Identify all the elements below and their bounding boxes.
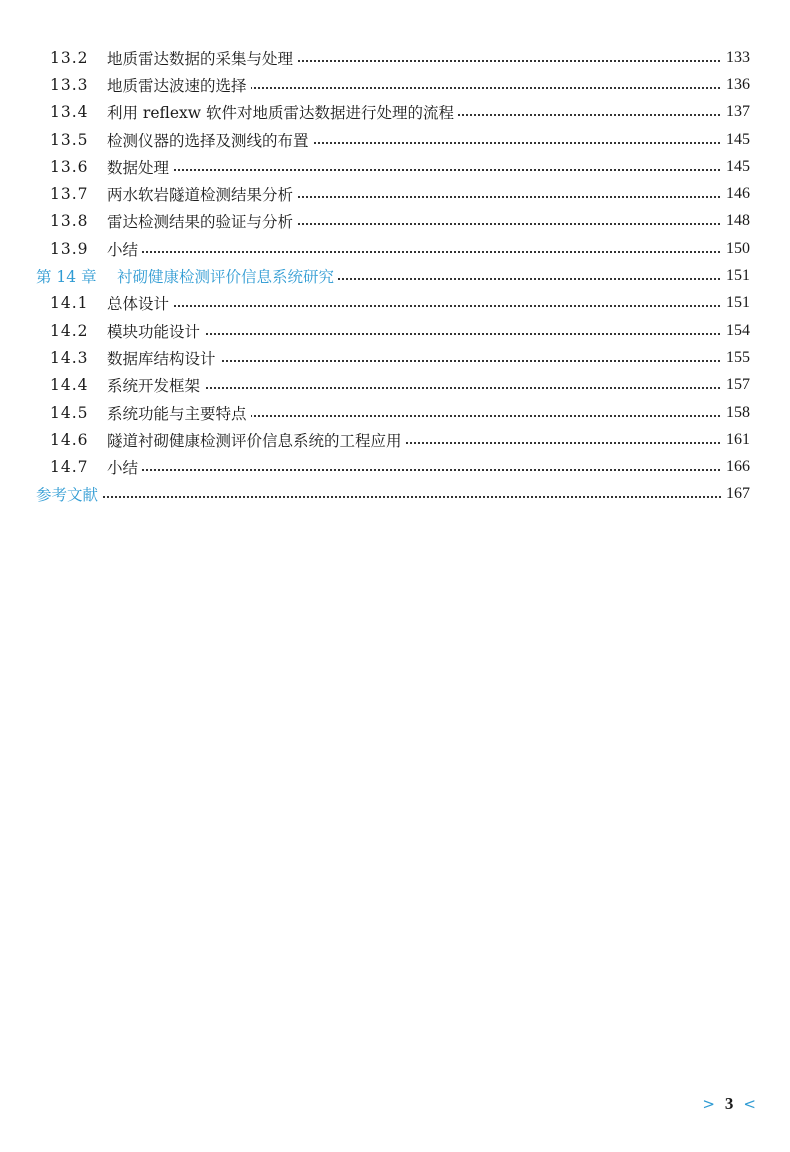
entry-page-number: 151 <box>722 267 750 285</box>
entry-title: 衬砌健康检测评价信息系统研究 <box>117 265 338 287</box>
entry-number: 13.2 <box>50 48 89 67</box>
entry-title: 数据处理 <box>107 156 173 178</box>
entry-page-number: 137 <box>722 103 750 121</box>
page-footer <box>702 1094 756 1114</box>
entry-number: 13.9 <box>50 239 89 258</box>
entry-title: 参考文献 <box>36 483 102 505</box>
toc-section-entry[interactable] <box>0 153 790 180</box>
entry-title: 检测仪器的选择及测线的布置 <box>107 129 313 151</box>
entry-page-number: 155 <box>722 349 750 367</box>
entry-number: 13.6 <box>50 157 89 176</box>
entry-page-number: 157 <box>722 376 750 394</box>
toc-section-entry[interactable] <box>0 126 790 153</box>
entry-page-number: 148 <box>722 212 750 230</box>
dot-leader <box>107 469 744 471</box>
entry-title: 地质雷达数据的采集与处理 <box>107 47 297 69</box>
entry-title: 小结 <box>107 456 142 478</box>
entry-title: 利用 reflexw 软件对地质雷达数据进行处理的流程 <box>107 101 458 123</box>
entry-page-number: 166 <box>722 458 750 476</box>
entry-title: 两水软岩隧道检测结果分析 <box>107 183 297 205</box>
entry-page-number: 145 <box>722 131 750 149</box>
entry-number: 14.3 <box>50 348 89 367</box>
toc-section-entry[interactable] <box>0 44 790 71</box>
toc-section-entry[interactable] <box>0 426 790 453</box>
toc-section-entry[interactable] <box>0 71 790 98</box>
toc-section-entry[interactable] <box>0 99 790 126</box>
toc-section-entry[interactable] <box>0 180 790 207</box>
toc-section-entry[interactable] <box>0 453 790 480</box>
entry-page-number: 150 <box>722 240 750 258</box>
entry-page-number: 146 <box>722 185 750 203</box>
entry-number: 14.2 <box>50 321 89 340</box>
entry-number: 13.5 <box>50 130 89 149</box>
entry-title: 隧道衬砌健康检测评价信息系统的工程应用 <box>107 429 406 451</box>
entry-number: 第 14 章 <box>36 268 97 287</box>
entry-page-number: 154 <box>722 322 750 340</box>
toc-section-entry[interactable] <box>0 372 790 399</box>
entry-number: 14.1 <box>50 294 89 313</box>
entry-number: 13.4 <box>50 103 89 122</box>
dot-leader <box>107 169 744 171</box>
dot-leader <box>107 251 744 253</box>
toc-section-entry[interactable] <box>0 399 790 426</box>
toc-chapter-entry[interactable] <box>0 262 790 289</box>
toc-section-entry[interactable] <box>0 290 790 317</box>
table-of-contents <box>0 44 790 508</box>
entry-number: 13.3 <box>50 75 89 94</box>
entry-number: 14.4 <box>50 376 89 395</box>
next-arrow-icon: > <box>702 1095 715 1113</box>
entry-number: 14.5 <box>50 403 89 422</box>
entry-title: 模块功能设计 <box>107 320 204 342</box>
toc-chapter-entry[interactable] <box>0 481 790 508</box>
dot-leader <box>107 305 744 307</box>
entry-page-number: 158 <box>722 404 750 422</box>
toc-section-entry[interactable] <box>0 208 790 235</box>
entry-number: 14.7 <box>50 458 89 477</box>
entry-page-number: 133 <box>722 49 750 67</box>
dot-leader <box>36 496 744 498</box>
entry-title: 系统开发框架 <box>107 374 204 396</box>
entry-number: 13.8 <box>50 212 89 231</box>
prev-arrow-icon: < <box>743 1095 756 1113</box>
entry-title: 数据库结构设计 <box>107 347 220 369</box>
toc-section-entry[interactable] <box>0 235 790 262</box>
entry-title: 雷达检测结果的验证与分析 <box>107 210 297 232</box>
entry-page-number: 145 <box>722 158 750 176</box>
entry-page-number: 151 <box>722 294 750 312</box>
entry-title: 小结 <box>107 238 142 260</box>
entry-title: 总体设计 <box>107 292 173 314</box>
entry-title: 系统功能与主要特点 <box>107 402 251 424</box>
entry-title: 地质雷达波速的选择 <box>107 74 251 96</box>
entry-number: 13.7 <box>50 185 89 204</box>
toc-section-entry[interactable] <box>0 317 790 344</box>
entry-page-number: 136 <box>722 76 750 94</box>
entry-number: 14.6 <box>50 430 89 449</box>
entry-page-number: 167 <box>722 485 750 503</box>
entry-page-number: 161 <box>722 431 750 449</box>
toc-section-entry[interactable] <box>0 344 790 371</box>
page-number: 3 <box>724 1094 734 1113</box>
